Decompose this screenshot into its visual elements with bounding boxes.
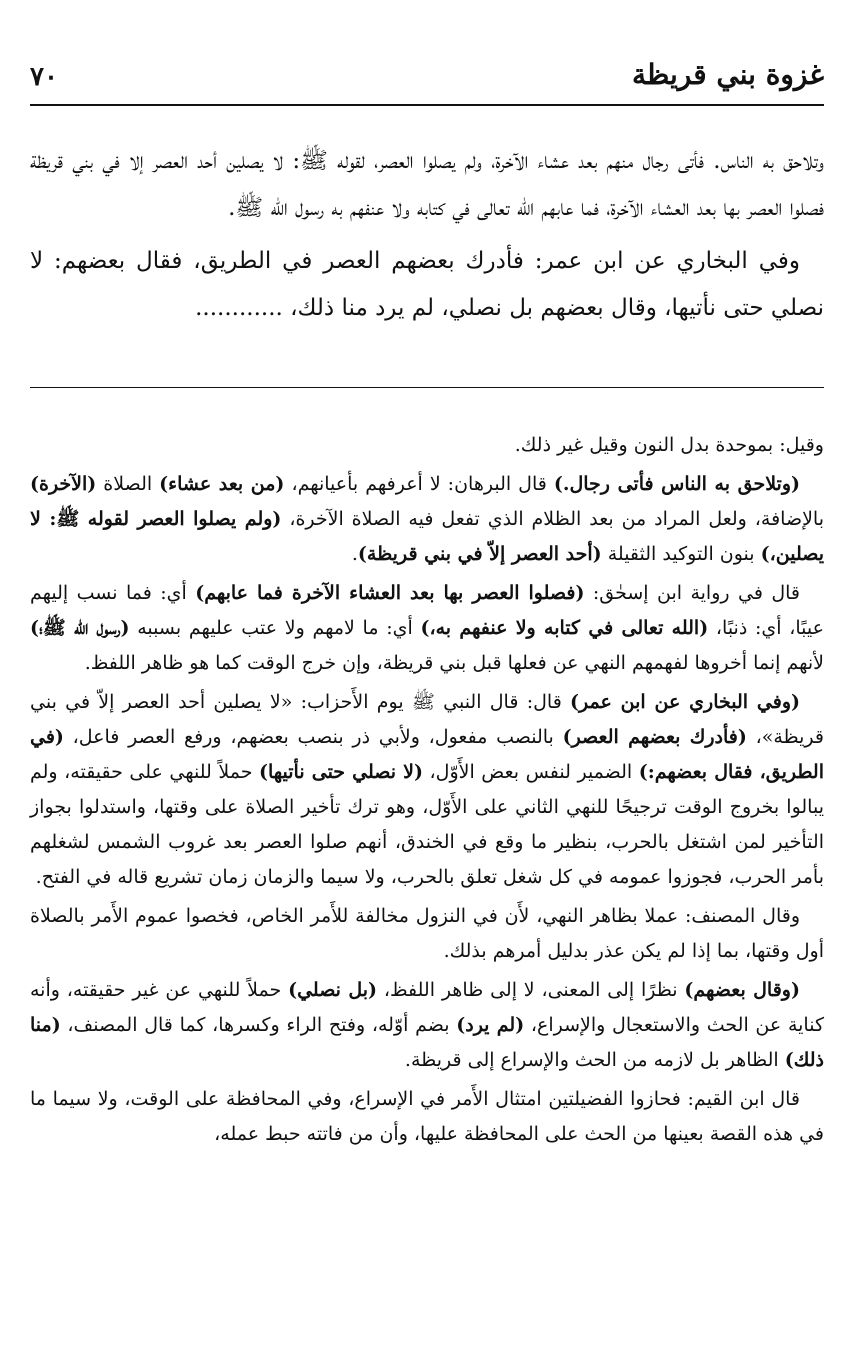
commentary-paragraph: وقيل: بموحدة بدل النون وقيل غير ذلك. xyxy=(514,434,824,456)
quoted-matn: (الآخرة) xyxy=(30,473,97,495)
quoted-matn: (لم يرد) xyxy=(456,1014,525,1036)
quoted-matn: (منا ذلك) xyxy=(30,1014,824,1071)
quoted-matn: (ولم يصلوا العصر لقوله ﷺ: لا يصلين،) xyxy=(30,508,824,565)
main-text xyxy=(30,138,824,332)
footnote-separator xyxy=(30,387,824,388)
main-paragraph: وتلاحق به الناس. فأتى رجال منهم بعد عشاء الآخرة، ولم يصلوا العصر، لقوله ﷺ: لا يصلين أحد العصر إلا في بني قريظة فصلوا العصر بها بعد العشاء الآخرة، فما عابهم الله تعالى في كتابه ولا عنفهم به رسول الله ﷺ. xyxy=(30,148,824,221)
quoted-matn: (لا نصلي حتى نأتيها) xyxy=(258,761,423,783)
commentary-paragraph: (وقال بعضهم) نظرًا إلى المعنى، لا إلى ظاهر اللفظ، (بل نصلي) حملاً للنهي عن غير حقيقته، وأنه كناية عن الحث والاستعجال والإسراع، (لم يرد) بضم أوّله، وفتح الراء وكسرها، كما قال المصنف، (منا ذلك) الظاهر بل لازمه من الحث والإسراع إلى قريظة. xyxy=(30,979,824,1071)
quoted-matn: (وقال بعضهم) xyxy=(684,979,800,1001)
quoted-matn: (وتلاحق به الناس فأتى رجال.) xyxy=(553,473,800,495)
commentary-paragraph: (وتلاحق به الناس فأتى رجال.) قال البرهان: لا أعرفهم بأعيانهم، (من بعد عشاء) الصلاة (الآخرة) بالإضافة، ولعل المراد من بعد الظلام الذي تفعل فيه الصلاة الآخرة، (ولم يصلوا العصر لقوله ﷺ: لا يصلين،) بنون التوكيد الثقيلة (أحد العصر إلاّ في بني قريظة). xyxy=(30,473,824,565)
quoted-matn: (بل نصلي) xyxy=(288,979,378,1001)
main-paragraph: وفي البخاري عن ابن عمر: فأدرك بعضهم العصر في الطريق، فقال بعضهم: لا نصلي حتى نأتيها، وقال بعضهم بل نصلي، لم يرد منا ذلك، ............ xyxy=(30,248,824,321)
quoted-matn: (في الطريق، فقال بعضهم:) xyxy=(30,726,825,783)
running-title: غزوة بني قريظة xyxy=(632,58,824,91)
quoted-matn: (الله تعالى في كتابه ولا عنفهم به،) xyxy=(420,617,709,639)
header-rule xyxy=(30,104,824,106)
commentary-paragraph: وقال المصنف: عملا بظاهر النهي، لأَن في النزول مخالفة للأَمر الخاص، فخصوا عموم الأَمر بالصلاة أول وقتها، بما إذا لم يكن عذر بدليل أمرهم بذلك. xyxy=(30,905,824,962)
page-header xyxy=(30,52,824,102)
commentary-paragraph: (وفي البخاري عن ابن عمر) قال: قال النبي ﷺ يوم الأَحزاب: «لا يصلين أحد العصر إلاّ في بني قريظة»، (فأدرك بعضهم العصر) بالنصب مفعول، ولأبي ذر بنصب بعضهم، ورفع العصر فاعل، (في الطريق، فقال بعضهم:) الضمير لنفس بعض الأَوّل، (لا نصلي حتى نأتيها) حملاً للنهي على حقيقته، ولم يبالوا بخروج الوقت ترجيحًا للنهي الثاني على الأَوّل، وهو ترك تأخير الصلاة على وقتها، واستدلوا بجواز التأخير لمن اشتغل بالحرب، بنظير ما وقع في الخندق، أنهم صلوا العصر بعد غروب الشمس لشغلهم بأمر الحرب، فجوزوا عمومه في كل شغل تعلق بالحرب، ولا سيما والزمان زمان تشريع قاله في الفتح. xyxy=(30,691,825,888)
quoted-matn: (أحد العصر إلاّ في بني قريظة) xyxy=(357,543,602,565)
quoted-matn: (رسول الله ﷺ؛) xyxy=(30,617,130,639)
quoted-matn: (من بعد عشاء) xyxy=(159,473,285,495)
commentary-paragraph: قال في رواية ابن إسحٰق: (فصلوا العصر بها بعد العشاء الآخرة فما عابهم) أي: فما نسب إليهم عيبًا، أي: ذنبًا، (الله تعالى في كتابه ولا عنفهم به،) أي: ما لامهم ولا عتب عليهم بسببه (رسول الله ﷺ؛) لأنهم إنما أخروها لفهمهم النهي عن فعلها قبل بني قريظة، وإن خرج الوقت كما هو ظاهر اللفظ. xyxy=(30,582,824,674)
page-number: ٧٠ xyxy=(30,62,58,92)
quoted-matn: (فصلوا العصر بها بعد العشاء الآخرة فما عابهم) xyxy=(195,582,585,604)
quoted-matn: (وفي البخاري عن ابن عمر) xyxy=(570,691,800,713)
commentary-paragraph: قال ابن القيم: فحازوا الفضيلتين امتثال الأَمر في الإسراع، وفي المحافظة على الوقت، ولا سيما ما في هذه القصة بعينها من الحث على المحافظة عليها، وأن من فاتته حبط عمله، xyxy=(30,1088,824,1145)
commentary xyxy=(30,428,824,1156)
quoted-matn: (فأدرك بعضهم العصر) xyxy=(562,726,747,748)
